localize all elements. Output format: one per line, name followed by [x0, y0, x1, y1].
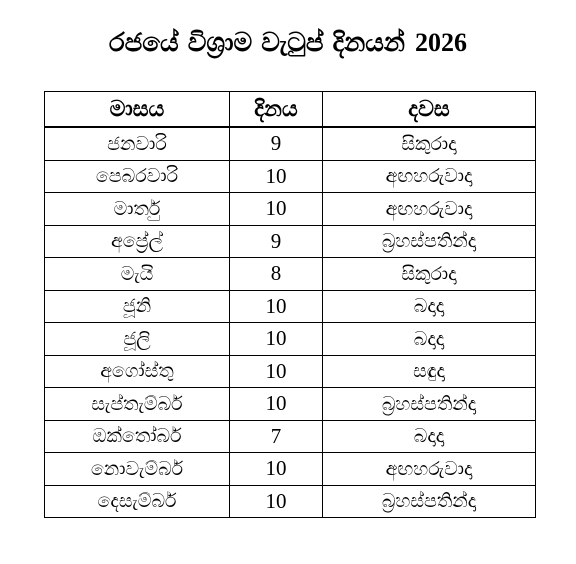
- table-row: [45, 355, 536, 388]
- day-cell: බදාදා: [323, 290, 536, 323]
- column-header-date: දිනය: [230, 92, 323, 128]
- day-cell: බදාදා: [323, 420, 536, 453]
- day-cell: අඟහරුවාදා: [323, 453, 536, 486]
- table-row: [45, 160, 536, 193]
- month-cell: දෙසැම්බර්: [45, 485, 230, 518]
- table-row: [45, 323, 536, 356]
- table-row: [45, 225, 536, 258]
- column-header-month: මාසය: [45, 92, 230, 128]
- month-cell: පෙබරවාරි: [45, 160, 230, 193]
- date-cell: 10: [230, 290, 323, 323]
- month-cell: අගෝස්තු: [45, 355, 230, 388]
- date-cell: 10: [230, 160, 323, 193]
- table-row: [45, 258, 536, 291]
- page-title-text: රජයේ විශ්‍රාම වැටුප් දිනයන්: [108, 28, 406, 58]
- day-cell: බ්‍රහස්පතින්දා: [323, 485, 536, 518]
- date-cell: 9: [230, 225, 323, 258]
- date-cell: 8: [230, 258, 323, 291]
- month-cell: නොවැම්බර්: [45, 453, 230, 486]
- table-row: [45, 420, 536, 453]
- month-cell: මාර්තු: [45, 193, 230, 226]
- column-header-day: දවස: [323, 92, 536, 128]
- date-cell: 10: [230, 485, 323, 518]
- page-title-year: 2026: [415, 28, 468, 57]
- month-cell: මැයි: [45, 258, 230, 291]
- table-row: [45, 485, 536, 518]
- table-header-row: [45, 92, 536, 128]
- day-cell: බ්‍රහස්පතින්දා: [323, 388, 536, 421]
- month-cell: ජූලි: [45, 323, 230, 356]
- table-row: [45, 193, 536, 226]
- day-cell: බ්‍රහස්පතින්දා: [323, 225, 536, 258]
- month-cell: ජූනි: [45, 290, 230, 323]
- month-cell: ජනවාරි: [45, 127, 230, 160]
- date-cell: 9: [230, 127, 323, 160]
- date-cell: 10: [230, 453, 323, 486]
- date-cell: 10: [230, 388, 323, 421]
- date-cell: 7: [230, 420, 323, 453]
- table-row: [45, 290, 536, 323]
- date-cell: 10: [230, 193, 323, 226]
- page-title: [0, 28, 576, 59]
- table-row: [45, 388, 536, 421]
- day-cell: සඳුදා: [323, 355, 536, 388]
- month-cell: අප්‍රේල්: [45, 225, 230, 258]
- pension-dates-table: [44, 91, 536, 518]
- day-cell: සිකුරාදා: [323, 258, 536, 291]
- date-cell: 10: [230, 355, 323, 388]
- day-cell: අඟහරුවාදා: [323, 160, 536, 193]
- month-cell: සැප්තැම්බර්: [45, 388, 230, 421]
- day-cell: බදාදා: [323, 323, 536, 356]
- month-cell: ඔක්තෝබර්: [45, 420, 230, 453]
- day-cell: සිකුරාදා: [323, 127, 536, 160]
- date-cell: 10: [230, 323, 323, 356]
- table-row: [45, 453, 536, 486]
- day-cell: අඟහරුවාදා: [323, 193, 536, 226]
- table-row: [45, 127, 536, 160]
